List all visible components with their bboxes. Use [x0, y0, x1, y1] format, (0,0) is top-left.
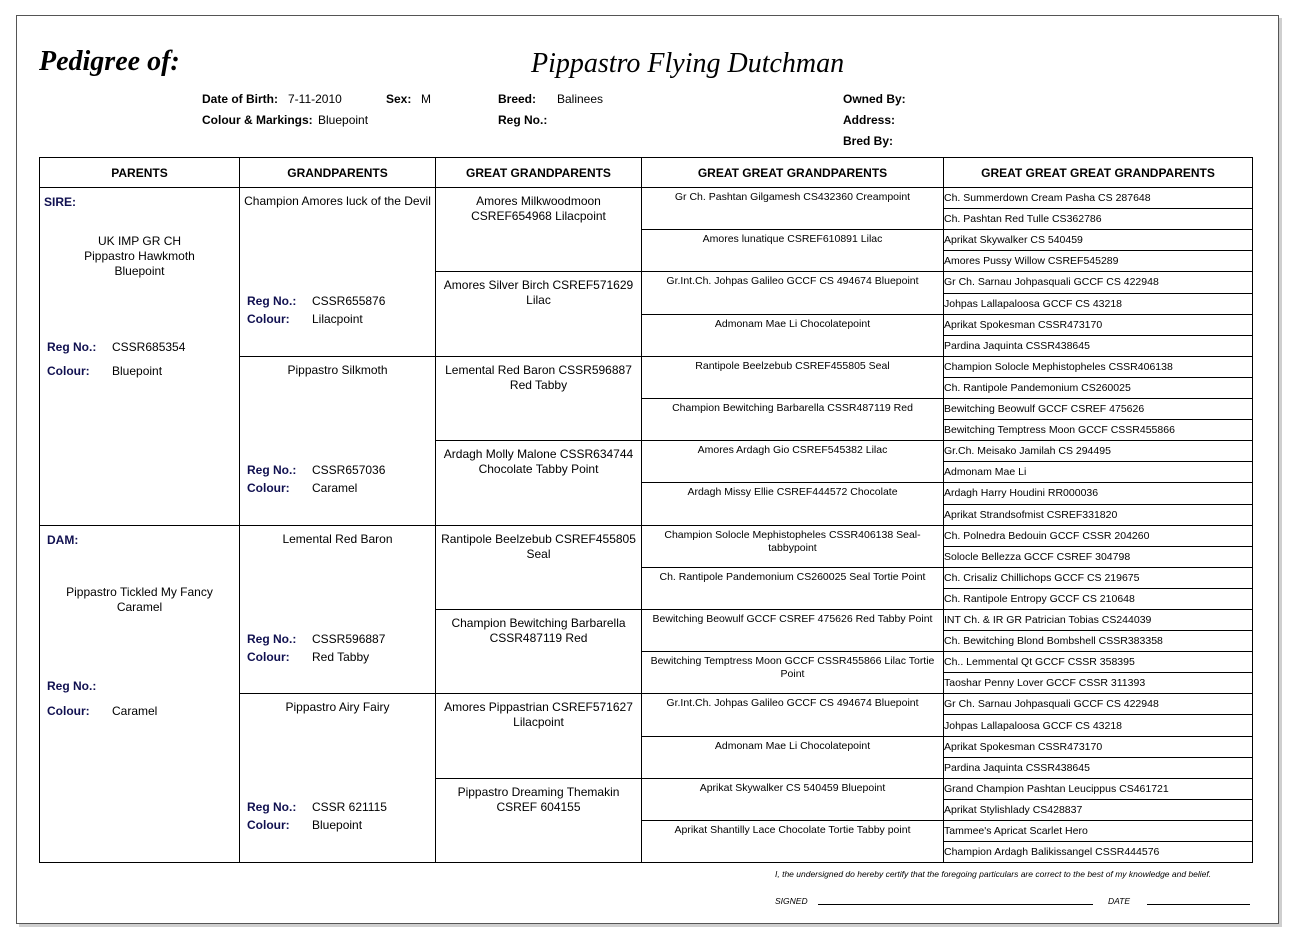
ggg-grandparent-cell: Gr.Ch. Meisako Jamilah CS 294495 [944, 441, 1253, 462]
ggg-grandparent-cell: Ch. Crisaliz Chillichops GCCF CS 219675 [944, 567, 1253, 588]
ggg-grandparent-cell: Ch. Polnedra Bedouin GCCF CSSR 204260 [944, 525, 1253, 546]
table-row [40, 188, 1253, 209]
gg-grandparent-name: Champion Bewitching Barbarella CSSR487119 Red [672, 401, 913, 414]
gg-grandparent-cell [642, 525, 944, 567]
ggg-grandparent-cell: Aprikat Spokesman CSSR473170 [944, 314, 1253, 335]
ggg-grandparent-cell: Ch.. Lemmental Qt GCCF CSSR 358395 [944, 652, 1253, 673]
gg-grandparent-cell [642, 483, 944, 525]
sire-heading: SIRE: [44, 195, 77, 209]
breed-value: Balinees [557, 92, 604, 106]
grandparent-reg-label: Reg No.: [247, 294, 297, 308]
signature-line [818, 904, 1093, 905]
gg-grandparent-cell [642, 736, 944, 778]
dam-reg-row [47, 679, 112, 693]
grandparent-cell [240, 356, 436, 525]
great-grandparent-name: Rantipole Beelzebub CSREF455805 Seal [441, 531, 636, 561]
sire-colour-value: Bluepoint [112, 364, 163, 378]
gg-grandparent-cell [642, 441, 944, 483]
ggg-grandparent-cell: Champion Solocle Mephistopheles CSSR406138 [944, 356, 1253, 377]
dob-value: 7-11-2010 [288, 92, 342, 106]
ggg-grandparent-cell: Ch. Pashtan Red Tulle CS362786 [944, 209, 1253, 230]
ggg-grandparent-cell: Tammee's Apricat Scarlet Hero [944, 820, 1253, 841]
great-grandparent-cell [436, 694, 642, 778]
ggg-grandparent-cell: Aprikat Strandsofmist CSREF331820 [944, 504, 1253, 525]
grandparent-name: Lemental Red Baron [282, 531, 393, 546]
ggg-grandparent-cell: Ch. Summerdown Cream Pasha CS 287648 [944, 188, 1253, 209]
gg-grandparent-name: Amores Ardagh Gio CSREF545382 Lilac [697, 444, 888, 457]
owned-by-label: Owned By: [843, 92, 906, 106]
ggg-grandparent-cell: Ardagh Harry Houdini RR000036 [944, 483, 1253, 504]
gg-grandparent-name: Amores lunatique CSREF610891 Lilac [702, 233, 883, 246]
ggg-grandparent-cell: Gr Ch. Sarnau Johpasquali GCCF CS 422948 [944, 272, 1253, 293]
sire-colour-row [47, 364, 162, 378]
grandparent-name: Champion Amores luck of the Devil [244, 194, 431, 208]
gg-grandparent-cell [642, 356, 944, 398]
grandparent-colour-row [247, 818, 362, 832]
ggg-grandparent-cell: Ch. Rantipole Pandemonium CS260025 [944, 377, 1253, 398]
great-grandparent-name: Lemental Red Baron CSSR596887 Red Tabby [445, 362, 632, 392]
gg-grandparent-name: Gr.Int.Ch. Johpas Galileo GCCF CS 494674 Bluepoint [666, 697, 919, 710]
dam-colour-value: Caramel [112, 703, 158, 718]
gg-grandparent-name: Aprikat Shantilly Lace Chocolate Tortie Tabby point [674, 823, 911, 836]
grandparent-cell [240, 694, 436, 863]
great-grandparent-cell [436, 441, 642, 525]
grandparent-name: Pippastro Silkmoth [287, 362, 388, 377]
ggg-grandparent-cell: Champion Ardagh Balikissangel CSSR444576 [944, 842, 1253, 863]
ggg-grandparent-cell: Taoshar Penny Lover GCCF CSSR 311393 [944, 673, 1253, 694]
dam-cell [40, 525, 240, 863]
grandparent-cell [240, 525, 436, 694]
ggg-grandparent-cell: Aprikat Skywalker CS 540459 [944, 230, 1253, 251]
gg-grandparent-cell [642, 609, 944, 651]
grandparent-colour-row [247, 312, 363, 326]
ggg-grandparent-cell: Amores Pussy Willow CSREF545289 [944, 251, 1253, 272]
sire-reg-value: CSSR685354 [112, 340, 186, 354]
sire-name: UK IMP GR CH Pippastro Hawkmoth Bluepoint [84, 234, 195, 278]
ggg-grandparent-cell: Johpas Lallapaloosa GCCF CS 43218 [944, 293, 1253, 314]
gg-grandparent-name: Gr Ch. Pashtan Gilgamesh CS432360 Creampoint [674, 191, 911, 203]
great-grandparent-name: Amores Milkwoodmoon CSREF654968 Lilacpoint [471, 194, 606, 223]
grandparent-colour-value: Bluepoint [312, 818, 363, 833]
pedigree-table [39, 157, 1253, 863]
grandparent-reg-value: CSSR596887 [312, 631, 386, 646]
great-grandparent-name: Champion Bewitching Barbarella CSSR487119 Red [451, 615, 626, 645]
ggg-grandparent-cell: INT Ch. & IR GR Patrician Tobias CS244039 [944, 609, 1253, 630]
col-header-gg-grandparents: GREAT GREAT GRANDPARENTS [642, 158, 944, 188]
grandparent-colour-value: Lilacpoint [312, 312, 363, 326]
gg-grandparent-cell [642, 188, 944, 230]
sex-value: M [421, 92, 431, 106]
gg-grandparent-cell [642, 567, 944, 609]
gg-grandparent-name: Champion Solocle Mephistopheles CSSR406138 Seal-tabbypoint [664, 528, 921, 554]
gg-grandparent-name: Admonam Mae Li Chocolatepoint [714, 739, 871, 752]
dam-colour-label: Colour: [47, 703, 90, 718]
ggg-grandparent-cell: Grand Champion Pashtan Leucippus CS461721 [944, 778, 1253, 799]
grandparent-colour-label: Colour: [247, 312, 290, 326]
ggg-grandparent-cell: Ch. Rantipole Entropy GCCF CS 210648 [944, 588, 1253, 609]
great-grandparent-cell [436, 609, 642, 693]
dam-reg-label: Reg No.: [47, 678, 97, 693]
table-header-row [40, 158, 1253, 188]
sire-cell [40, 188, 240, 526]
gg-grandparent-name: Bewitching Temptress Moon GCCF CSSR455866 Lilac Tortie Point [650, 655, 935, 681]
gg-grandparent-name: Bewitching Beowulf GCCF CSREF 475626 Red Tabby Point [652, 612, 933, 625]
dam-heading: DAM: [47, 532, 79, 547]
cat-name: Pippastro Flying Dutchman [531, 48, 845, 79]
ggg-grandparent-cell: Aprikat Stylishlady CS428837 [944, 799, 1253, 820]
ggg-grandparent-cell: Solocle Bellezza GCCF CSREF 304798 [944, 546, 1253, 567]
gg-grandparent-cell [642, 778, 944, 820]
grandparent-reg-value: CSSR655876 [312, 294, 386, 308]
grandparent-colour-label: Colour: [247, 818, 290, 833]
dam-colour-row [47, 704, 157, 718]
colour-value: Bluepoint [318, 113, 369, 127]
gg-grandparent-name: Gr.Int.Ch. Johpas Galileo GCCF CS 494674 Bluepoint [666, 275, 919, 288]
col-header-great-grandparents: GREAT GRANDPARENTS [436, 158, 642, 188]
grandparent-reg-value: CSSR657036 [312, 462, 386, 477]
great-grandparent-cell [436, 778, 642, 862]
ggg-grandparent-cell: Johpas Lallapaloosa GCCF CS 43218 [944, 715, 1253, 736]
gg-grandparent-cell [642, 652, 944, 694]
gg-grandparent-name: Ardagh Missy Ellie CSREF444572 Chocolate [687, 486, 898, 499]
grandparent-reg-value: CSSR 621115 [312, 800, 387, 815]
grandparent-cell [240, 188, 436, 357]
ggg-grandparent-cell: Ch. Bewitching Blond Bombshell CSSR383358 [944, 631, 1253, 652]
gg-grandparent-cell [642, 820, 944, 862]
certify-text: I, the undersigned do hereby certify that the foregoing particulars are correct to the best of my knowledge and belief. [775, 869, 1212, 879]
ggg-grandparent-cell: Bewitching Temptress Moon GCCF CSSR455866 [944, 420, 1253, 441]
sire-reg-label: Reg No.: [47, 340, 97, 354]
great-grandparent-name: Ardagh Molly Malone CSSR634744 Chocolate Tabby Point [443, 447, 634, 477]
reg-label: Reg No.: [498, 113, 548, 127]
dam-name: Pippastro Tickled My Fancy Caramel [66, 584, 213, 614]
great-grandparent-cell [436, 188, 642, 272]
grandparent-name: Pippastro Airy Fairy [285, 700, 390, 715]
date-label: DATE [1108, 896, 1131, 906]
col-header-parents: PARENTS [40, 158, 240, 188]
great-grandparent-cell [436, 525, 642, 609]
grandparent-reg-label: Reg No.: [247, 631, 297, 646]
grandparent-colour-label: Colour: [247, 480, 290, 495]
great-grandparent-name: Pippastro Dreaming Themakin CSREF 604155 [457, 784, 620, 814]
grandparent-reg-row [247, 632, 385, 646]
grandparent-reg-label: Reg No.: [247, 800, 297, 815]
grandparent-colour-value: Caramel [312, 480, 358, 495]
gg-grandparent-cell [642, 230, 944, 272]
grandparent-reg-row [247, 463, 385, 477]
grandparent-colour-label: Colour: [247, 649, 290, 664]
bred-by-label: Bred By: [843, 134, 894, 148]
signed-label: SIGNED [775, 896, 808, 906]
great-grandparent-name: Amores Silver Birch CSREF571629 Lilac [443, 278, 634, 308]
colour-label: Colour & Markings: [202, 113, 313, 127]
dob-label: Date of Birth: [202, 92, 278, 106]
great-grandparent-cell [436, 356, 642, 440]
gg-grandparent-cell [642, 314, 944, 356]
pedigree-title: Pedigree of: [39, 46, 180, 77]
ggg-grandparent-cell: Pardina Jaquinta CSSR438645 [944, 757, 1253, 778]
great-grandparent-cell [436, 272, 642, 356]
gg-grandparent-cell [642, 694, 944, 736]
table-row [40, 525, 1253, 546]
breed-label: Breed: [498, 92, 537, 106]
ggg-grandparent-cell: Bewitching Beowulf GCCF CSREF 475626 [944, 398, 1253, 419]
gg-grandparent-name: Aprikat Skywalker CS 540459 Bluepoint [699, 781, 886, 794]
col-header-grandparents: GRANDPARENTS [240, 158, 436, 188]
grandparent-colour-row [247, 650, 369, 664]
col-header-ggg-grandparents: GREAT GREAT GREAT GRANDPARENTS [944, 158, 1253, 188]
grandparent-colour-value: Red Tabby [312, 649, 370, 664]
ggg-grandparent-cell: Aprikat Spokesman CSSR473170 [944, 736, 1253, 757]
great-grandparent-name: Amores Pippastrian CSREF571627 Lilacpoint [444, 700, 633, 730]
sire-colour-label: Colour: [47, 364, 90, 378]
grandparent-colour-row [247, 481, 357, 495]
gg-grandparent-name: Rantipole Beelzebub CSREF455805 Seal [695, 359, 890, 372]
ggg-grandparent-cell: Gr Ch. Sarnau Johpasquali GCCF CS 422948 [944, 694, 1253, 715]
gg-grandparent-cell [642, 272, 944, 314]
sire-reg-row [47, 340, 185, 354]
ggg-grandparent-cell: Admonam Mae Li [944, 462, 1253, 483]
date-line [1147, 904, 1250, 905]
gg-grandparent-name: Ch. Rantipole Pandemonium CS260025 Seal Tortie Point [659, 570, 926, 583]
gg-grandparent-name: Admonam Mae Li Chocolatepoint [714, 317, 871, 330]
address-label: Address: [843, 113, 896, 127]
ggg-grandparent-cell: Pardina Jaquinta CSSR438645 [944, 335, 1253, 356]
grandparent-reg-row [247, 294, 385, 308]
gg-grandparent-cell [642, 398, 944, 440]
grandparent-reg-row [247, 800, 387, 814]
grandparent-reg-label: Reg No.: [247, 462, 297, 477]
sex-label: Sex: [386, 92, 412, 106]
